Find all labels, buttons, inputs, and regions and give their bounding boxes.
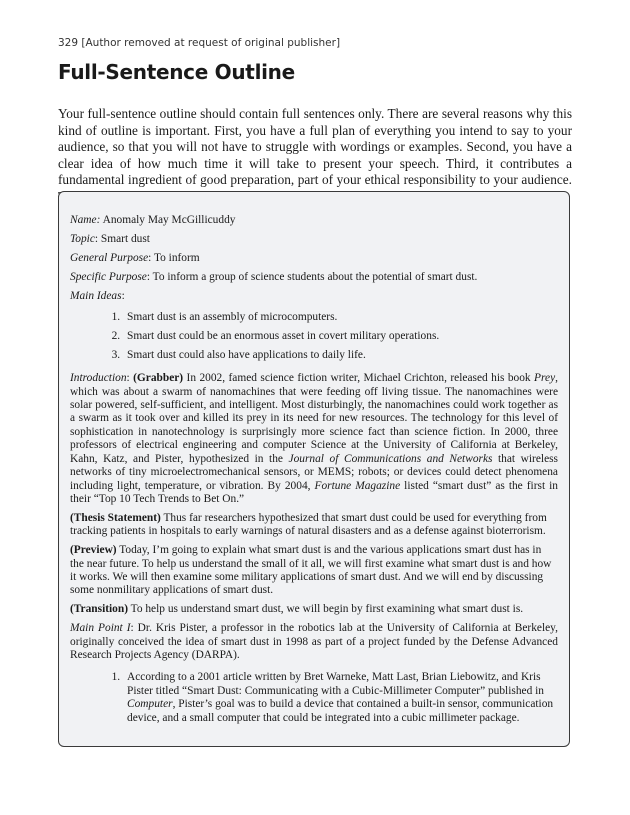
main-ideas-label: Main Ideas	[70, 289, 122, 302]
book-title: Prey	[534, 372, 556, 385]
specific-purpose-line	[70, 271, 558, 284]
main-ideas-colon: :	[121, 289, 125, 302]
preview-paragraph: (Preview) Today, I’m going to explain what smart dust is and the various applications smart dust has in the near future. To help us understand the small of it all, we will first examine what smart dust is and how it works. We will then examine some military applications of smart dust. And we will end by discussing some nonmilitary applications of smart dust.	[70, 544, 552, 597]
main-ideas-list	[70, 311, 558, 362]
general-purpose-label: General Purpose	[70, 251, 149, 264]
main-point-label: Main Point I	[70, 622, 131, 635]
transition-label: (Transition)	[70, 603, 129, 616]
thesis-paragraph: (Thesis Statement) Thus far researchers hypothesized that smart dust could be used for everything from tracking patients in hospitals to early warnings of natural disasters and as a defense against bioterrorism.	[70, 511, 547, 538]
name-line	[70, 214, 558, 227]
topic-value: : Smart dust	[94, 232, 150, 245]
thesis-label: (Thesis Statement)	[70, 511, 161, 524]
introduction-label: Introduction	[70, 372, 127, 385]
main-ideas-line	[70, 290, 558, 303]
intro-paragraph: Your full-sentence outline should contain full sentences only. There are several reasons why this kind of outline is important. First, you have a full plan of everything you intend to say to your audience, so that you will not have to struggle with wordings or examples. Second, you have a clear idea of how much time it will take to present your speech. Third, it contributes a fundamental ingredient of good preparation, part of your ethical responsibility to your audience.	[58, 106, 572, 188]
main-point-paragraph: Main Point I: Dr. Kris Pister, a professor in the robotics lab at the University of California at Berkeley, originally conceived the idea of smart dust in 1998 as part of a project funded by the Defense Advanced Research Projects Agency (DARPA).	[70, 622, 558, 661]
magazine-title: Fortune Magazine	[314, 479, 401, 492]
main-point-sublist	[70, 671, 558, 725]
running-head: 329 [Author removed at request of original publisher]	[58, 37, 341, 49]
page-title: Full-Sentence Outline	[58, 60, 295, 84]
name-label: Name:	[70, 214, 101, 226]
general-purpose-value: : To inform	[148, 251, 200, 264]
grabber-label: (Grabber)	[133, 372, 184, 385]
list-item: 2. Smart dust could be an enormous asset in covert military operations.	[123, 330, 558, 343]
specific-purpose-label: Specific Purpose	[70, 270, 147, 283]
journal-title: Journal of Communications and Networks	[288, 452, 493, 465]
list-item: 1. Smart dust is an assembly of microcomputers.	[123, 311, 558, 324]
topic-line	[70, 233, 558, 246]
list-item: 1. According to a 2001 article written by Bret Warneke, Matt Last, Brian Liebowitz, and Kris Pister titled “Smart Dust: Communicating with a Cubic-Millimeter Computer” published in Computer, Pister’s goal was to build a device that contained a built-in sensor, communication device, and a small computer that could be integrated into a cubic millimeter package.	[123, 671, 558, 725]
outline-box	[58, 191, 570, 747]
specific-purpose-value: : To inform a group of science students about the potential of smart dust.	[146, 270, 478, 283]
topic-label: Topic	[70, 232, 95, 245]
list-item: 3. Smart dust could also have applications to daily life.	[123, 349, 558, 362]
name-value: Anomaly May McGillicuddy	[100, 214, 236, 226]
journal-title: Computer	[127, 698, 173, 711]
transition-paragraph: (Transition) To help us understand smart dust, we will begin by first examining what smart dust is.	[70, 603, 524, 616]
general-purpose-line	[70, 252, 558, 265]
introduction-paragraph: Introduction: (Grabber) In 2002, famed science fiction writer, Michael Crichton, released his book Prey, which was about a swarm of nanomachines that were feeding off living tissue. The nanomachines were solar powered, self-sufficient, and intelligent. Most disturbingly, the nanomachines could work together as a swarm as it took over and killed its prey in its need for new resources. The technology for this level of sophistication in nanotechnology is surprisingly more science fact than science fiction. In 2000, three professors of electrical engineering and computer Science at the University of California at Berkeley, Kahn, Katz, and Pister, hypothesized in the Journal of Communications and Networks that wireless networks of tiny microelectromechanical sensors, or MEMS; robots; or devices could detect phenomena including light, temperature, or vibration. By 2004, Fortune Magazine listed “smart dust” as the first in their “Top 10 Tech Trends to Bet On.”	[70, 372, 558, 505]
preview-label: (Preview)	[70, 544, 117, 557]
